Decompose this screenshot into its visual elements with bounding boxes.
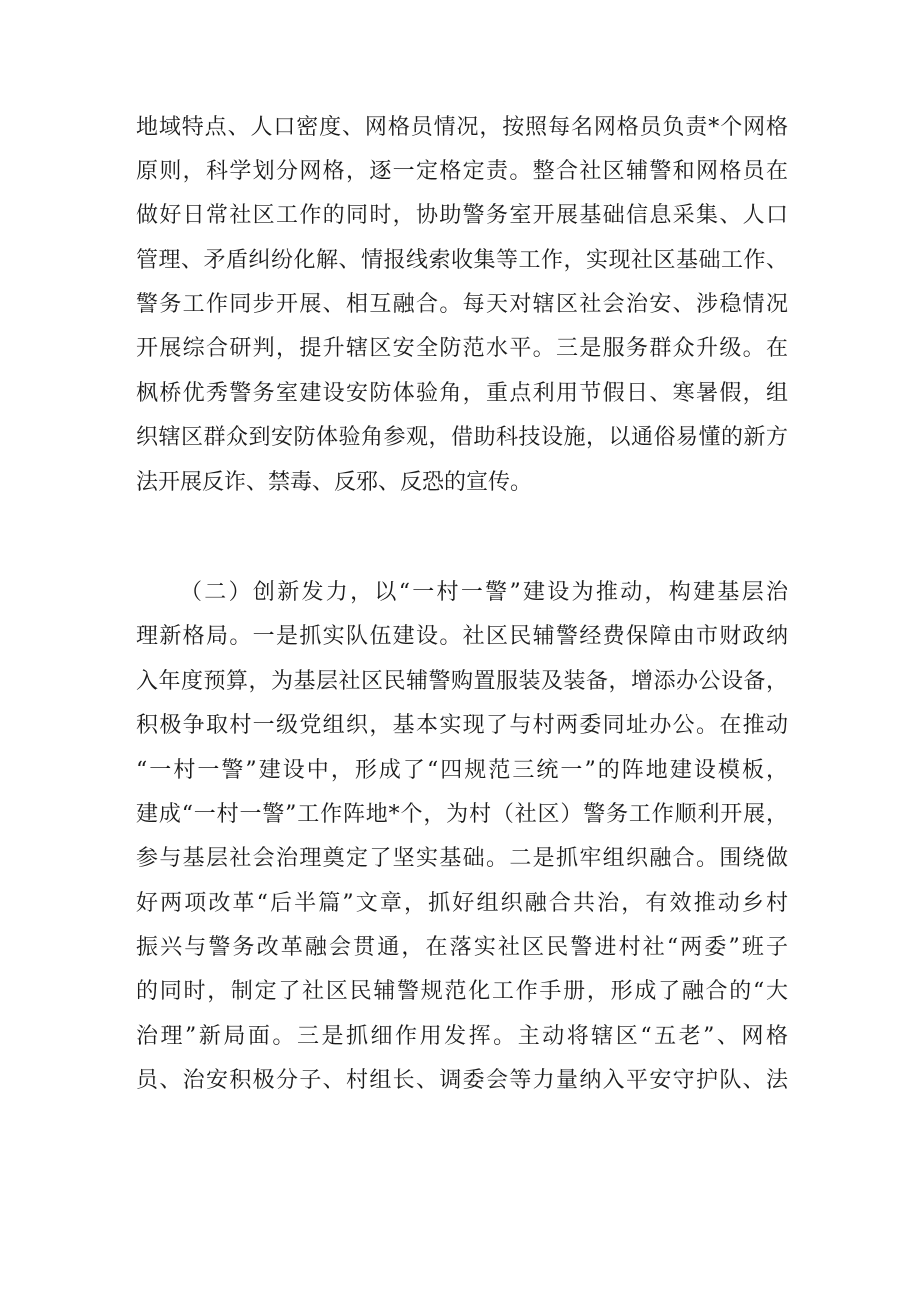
paragraph-1-line-5: 警务工作同步开展、相互融合。每天对辖区社会治安、涉稳情况 [136,292,788,317]
paragraph-2-line-9: 振兴与警务改革融会贯通，在落实社区民警进村社“两委”班子 [136,935,788,960]
paragraph-2-line-1: （二）创新发力，以“一村一警”建设为推动，构建基层治 [180,580,788,605]
paragraph-2-line-10: 的同时，制定了社区民辅警规范化工作手册，形成了融合的“大 [136,979,788,1004]
paragraph-2-line-12: 员、治安积极分子、村组长、调委会等力量纳入平安守护队、法 [136,1068,788,1093]
paragraph-2-line-11: 治理”新局面。三是抓细作用发挥。主动将辖区“五老”、网格 [136,1024,788,1049]
paragraph-2-line-3: 入年度预算，为基层社区民辅警购置服装及装备，增添办公设备， [136,669,788,694]
paragraph-2-line-6: 建成“一村一警”工作阵地*个，为村（社区）警务工作顺利开展， [136,802,788,827]
paragraph-1-line-6: 开展综合研判，提升辖区安全防范水平。三是服务群众升级。在 [136,336,788,361]
paragraph-2-line-8: 好两项改革“后半篇”文章，抓好组织融合共治，有效推动乡村 [136,891,788,916]
paragraph-1-line-7: 枫桥优秀警务室建设安防体验角，重点利用节假日、寒暑假，组 [136,381,788,406]
paragraph-2-line-2: 理新格局。一是抓实队伍建设。社区民辅警经费保障由市财政纳 [136,624,788,649]
paragraph-1-line-3: 做好日常社区工作的同时，协助警务室开展基础信息采集、人口 [136,203,788,228]
paragraph-1-line-8: 织辖区群众到安防体验角参观，借助科技设施，以通俗易懂的新方 [136,425,788,450]
paragraph-2-line-5: “一村一警”建设中，形成了“四规范三统一”的阵地建设模板， [136,758,788,783]
paragraph-1-line-2: 原则，科学划分网格，逐一定格定责。整合社区辅警和网格员在 [136,159,788,184]
paragraph-1-line-1: 地域特点、人口密度、网格员情况，按照每名网格员负责*个网格 [136,115,788,140]
paragraph-1-line-4: 管理、矛盾纠纷化解、情报线索收集等工作，实现社区基础工作、 [136,248,788,273]
paragraph-1-line-9: 法开展反诈、禁毒、反邪、反恐的宣传。 [136,470,533,495]
paragraph-2-line-4: 积极争取村一级党组织，基本实现了与村两委同址办公。在推动 [136,713,788,738]
paragraph-2-line-7: 参与基层社会治理奠定了坚实基础。二是抓牢组织融合。围绕做 [136,846,788,871]
